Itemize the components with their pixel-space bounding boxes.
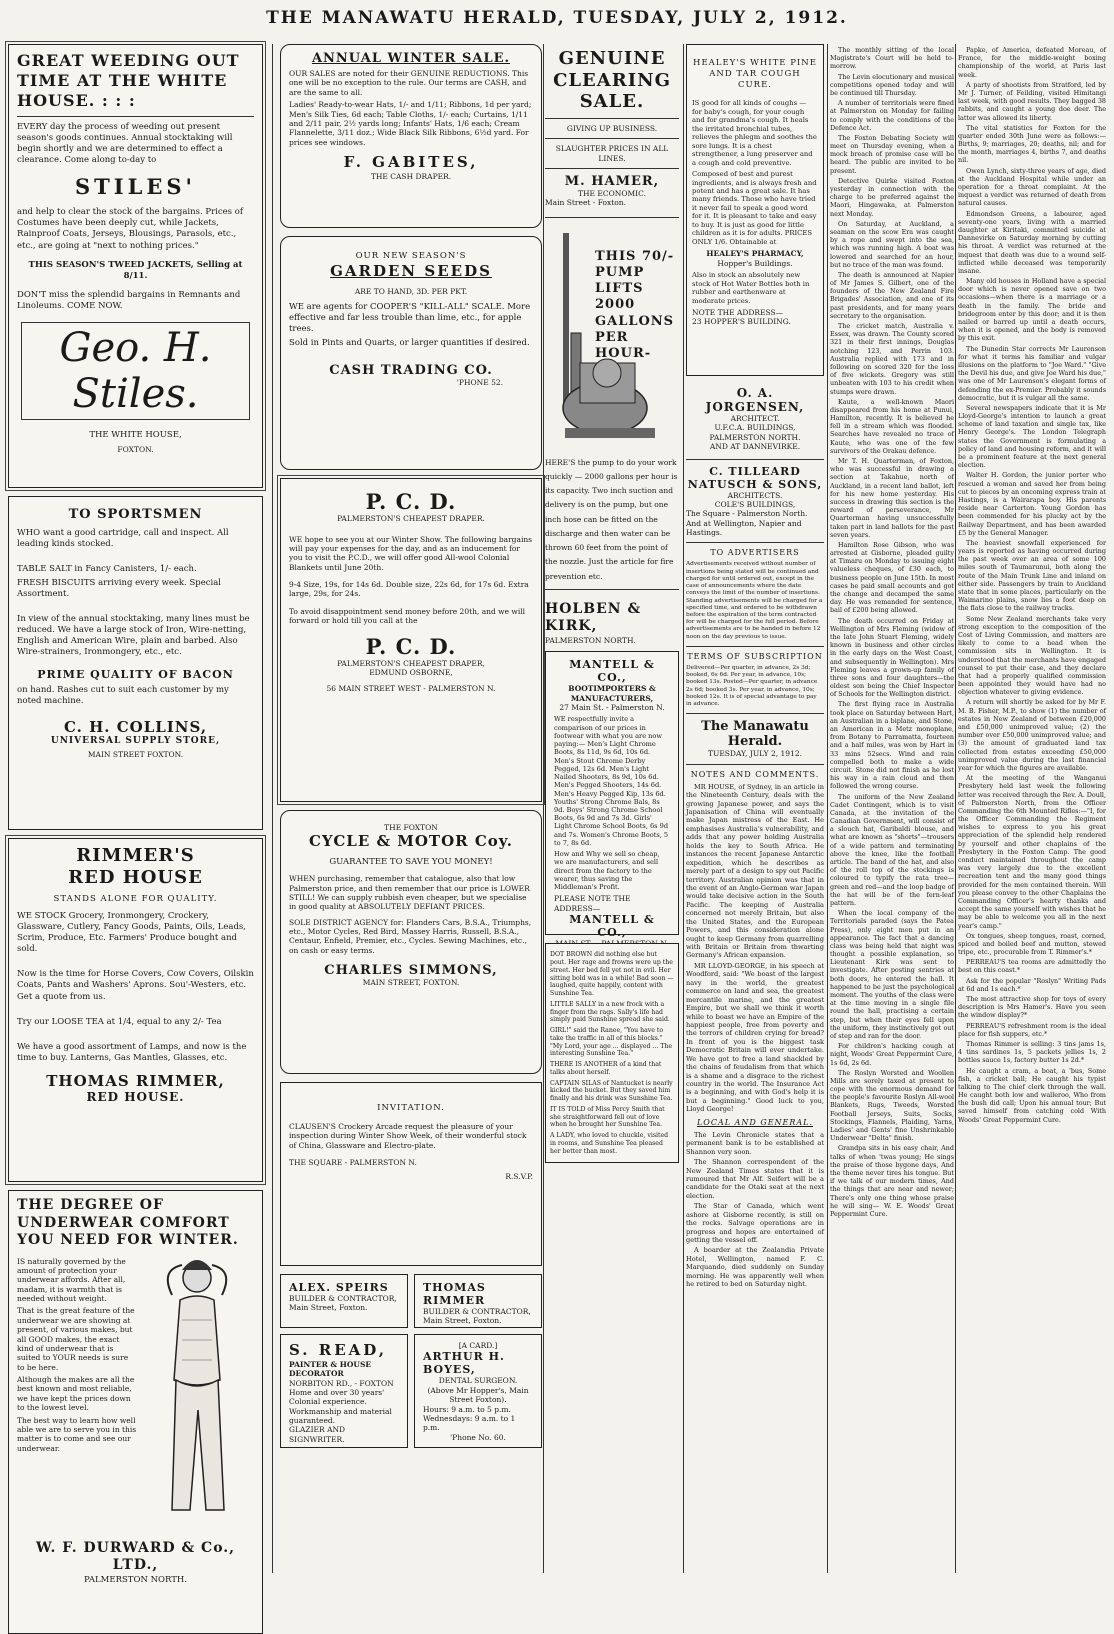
stiles-advert (8, 44, 263, 488)
simmons-agency: SOLE DISTRICT AGENCY for: Flanders Cars, B.S.A., Triumphs, etc., Motor Cycles, Red Bird, Massey Harris, Russell, B.S.A., Centaur, Enfield, Premier, etc., Cycles. Sewing Machines, etc., on cash or easy terms. (289, 917, 532, 955)
news-item: The death occurred on Friday at Wellington of Mrs Fleming (widow of the late John Stuart Fleming, widely known in business and other circles in the early days on the West Coast, and subsequently in Wellington). Mrs Fleming leaves a grown-up family of three sons and four daughters—the eldest son being the Chief Inspector of Schools for the Wellington district. (830, 616, 954, 699)
collins-advert (8, 496, 263, 830)
hamer-address: Main Street - Foxton. (545, 198, 626, 208)
simmons-body: WHEN purchasing, remember that catalogue, also that low Palmerston price, and then remember that our price is LOWER STILL! We can supply rubbish even cheaper, but we specialise in good quality at ABSOLUTELY DEFIANT PRICES. (289, 874, 530, 912)
healey-heading: HEALEY'S WHITE PINE AND TAR COUGH CURE. (693, 58, 817, 91)
collins-hand: on hand. Rashes cut to suit each customer by my noted machine. (17, 685, 229, 707)
tilleard-buildings: COLE'S BUILDINGS, (714, 499, 796, 509)
news-item: A return will shortly be asked for by Mr F. M. B. Fisher, M.P., to show (1) the number of estates in New Zealand of between £20,000 and £50,000 unimproved value; (2) the number over £50,000 unimproved value; and (3) the amount of graduated land tax collected from estates exceeding £50,000 unimproved value during the last financial year for which the figures are available. (958, 698, 1106, 772)
column-rule (827, 44, 828, 1573)
pcd-logo: P. C. D. (365, 489, 457, 514)
collins-salt: TABLE SALT in Fancy Canisters, 1/- each. (17, 564, 197, 575)
boyes-trade: DENTAL SURGEON. (438, 1376, 518, 1386)
cash-phone: 'PHONE 52. (456, 378, 503, 388)
newspaper-flag: The Manawatu Herald. (701, 719, 809, 750)
local-item: The Levin Chronicle states that a permanent bank is to be established at Shannon very soon. (686, 1130, 824, 1156)
healey-body: IS good for all kinds of coughs — for baby's cough, for your cough and for grandma's cough. It heals the irritated bronchial tubes, relieves the phlegm and soothes the sore lungs. It is a chest strengthener, a lung preserver and a cough and cold preventive. (692, 99, 817, 167)
subscription-heading: TERMS OF SUBSCRIPTION (687, 651, 823, 661)
tea-small-4: THERE IS ANOTHER of a kind that talks about herself. (550, 1061, 662, 1076)
gabites-heading: ANNUAL WINTER SALE. (311, 51, 511, 66)
sunshine-tea-advert (545, 943, 679, 1163)
collins-stocktaking: In view of the annual stocktaking, many lines must be reduced. We have a large stock of Iron, Wire-netting, English and American Wire, plain and barbed. Also Wire-strainers, Ironmongery, etc., etc. (17, 614, 250, 658)
tea-small-5: CAPTAIN SILAS of Nantucket is nearly kicked the bucket. But they saved him finally and his drink was Sunshine Tea. (550, 1079, 673, 1103)
column-rule (272, 44, 273, 1573)
healey-address: 23 HOPPER'S BUILDING. (692, 317, 791, 327)
durward-text (17, 1254, 137, 1457)
read-extra: GLAZIER AND SIGNWRITER. (289, 1425, 346, 1444)
clausen-body: CLAUSEN'S Crockery Arcade request the pleasure of your inspection during Winter Show Week, of their wonderful stock of China, Glassware and Electro-plate. (289, 1122, 527, 1150)
cash-heading-2: GARDEN SEEDS (330, 262, 492, 281)
speirs-trade: BUILDER & CONTRACTOR, (289, 1294, 397, 1303)
cash-body: WE are agents for COOPER'S "KILL-ALL" SCALE. More effective and far less trouble than lime, etc., for apple trees. (289, 302, 531, 335)
pcd-logo-2: P. C. D. (365, 633, 457, 659)
news-item: At the meeting of the Wanganui Presbytery held last week the following letter was received through the Rev. A. Doull, of Palmerston North, from the Officer Commanding the 6th Mounted Rifles:—"I, for the Officer Commanding the Regiment wishes to express to you his great appreciation of the splendid help rendered by yourself and other chaplains of the Presbytery in the Foxton Camp. The good conduct maintained throughout the camp was very largely due to the excellent recreation tent and the many good things provided for the men contained therein. Will you please convey to the other Chaplains the Commanding Officer's hearty thanks and accept the same yourself with wishes that he may be able to welcome you all in the next year's camp." (958, 774, 1107, 930)
durward-place: PALMERSTON NORTH. (83, 1574, 188, 1585)
masthead: THE MANAWATU HERALD, TUESDAY, JULY 2, 1912. (266, 8, 848, 28)
news-item: Detective Quirke visited Foxton yesterday in connection with the charge to be preferred against the Maori, Hingawaka, at Palmerston next Monday. (830, 176, 954, 218)
jorgensen-card (686, 384, 824, 454)
local-item: The Star of Canada, which went ashore at Gisborne recently, is still on the rocks. Salvage operations are in progress and hopes are entertained of getting the vessel off. (686, 1202, 824, 1245)
rimmer-place: RED HOUSE. (86, 1090, 185, 1105)
boyes-card-label: [A CARD.] (458, 1341, 498, 1350)
rimmer-name: THOMAS RIMMER, (46, 1071, 225, 1090)
pump-heading: THIS 70/- PUMP LIFTS 2000 GALLONS PER HOUR- (595, 248, 675, 362)
durward-heading: THE DEGREE OF UNDERWEAR COMFORT YOU NEED FOR WINTER. (17, 1197, 239, 1248)
cash-name: CASH TRADING CO. (329, 363, 493, 379)
notes-heading: NOTES AND COMMENTS. (690, 769, 820, 779)
holben-place: PALMERSTON NORTH. (545, 635, 636, 645)
hamer-heading: GENUINE CLEARING SALE. (553, 48, 671, 113)
hamer-sub: GIVING UP BUSINESS. (566, 123, 658, 133)
rimmer-heading-2: RED HOUSE (68, 866, 203, 888)
news-item: Several newspapers indicate that it is Mr Lloyd-George's intention to launch a great scheme of land taxation and single tax, like Henry George's. The London Telegraph states the Government is formulating a policy of land and housing reform, and it will be a prominent feature at the next general election. (958, 403, 1106, 470)
collins-intro: WHO want a good cartridge, call and inspect. All leading kinds stocked. (17, 528, 229, 550)
trimmer-name: THOMAS RIMMER (423, 1281, 486, 1307)
collins-heading: TO SPORTSMEN (68, 507, 203, 522)
mantell-note: PLEASE NOTE THE ADDRESS— (554, 894, 631, 913)
hamer-tag: THE ECONOMIC. (578, 188, 646, 198)
durward-p3: Although the makes are all the best known and most reliable, we have kept the prices down to the lowest level. (17, 1375, 135, 1413)
cash-sold: Sold in Pints and Quarts, or larger quantities if desired. (289, 338, 530, 349)
durward-name: W. F. DURWARD & Co., LTD., (35, 1539, 236, 1573)
pcd-single: 9-4 Size, 19s, for 14s 6d. Double size, 22s 6d, for 17s 6d. Extra large, 29s, for 24s. (289, 580, 529, 599)
jorgensen-trade: ARCHITECT. (730, 414, 780, 423)
tea-small-3: GIRL!" said the Ranee, "You have to take the traffic in all of this blocks." "My Lord, your age ... displayed ... The interesting Sunshine Tea." (550, 1027, 673, 1058)
read-trade: PAINTER & HOUSE DECORATOR (289, 1359, 372, 1379)
stiles-name: STILES' (75, 174, 196, 200)
holben-advert (545, 595, 679, 651)
clausen-heading: INVITATION. (377, 1103, 445, 1113)
clausen-address: THE SQUARE - PALMERSTON N. (289, 1158, 417, 1168)
healey-pharmacy: HEALEY'S PHARMACY, (706, 249, 804, 259)
rimmer-heading-1: RIMMER'S (76, 845, 195, 866)
trimmer-trade: BUILDER & CONTRACTOR, (423, 1307, 531, 1316)
news-item: Mr T. H. Quarterman, of Foxton, who was successful in drawing a section at Takahue, north of Auckland, in a recent land ballot, left for his new home yesterday. His success in drawing this section is the reward of perseverance, Mr Quarterman having unsuccessfully taken part in land ballots for the past seven years. (830, 457, 954, 539)
cash-trading-advert (280, 236, 542, 470)
news-item: The most attractive shop for toys of every description is Mrs Hamer's. Have you seen the window display?* (958, 995, 1106, 1020)
pump-advert (545, 223, 679, 584)
cash-sub: ARE TO HAND, 3D. PER PKT. (354, 286, 468, 296)
local-body (686, 1131, 824, 1289)
speirs-card (280, 1274, 408, 1328)
pcd-body: WE hope to see you at our Winter Show. The following bargains will pay your expenses for the day, and as an inducement for you to visit the P.C.D., we will offer good All-wool Colonial Blankets until June 20th. (289, 534, 533, 572)
stiles-body: and help to clear the stock of the bargains. Prices of Costumes have been deeply cut, while Jackets, Rainproof Coats, Jerseys, Blousings, Parasols, etc., etc., are going at "next to nothing prices." (17, 207, 244, 251)
pcd-tag-2: PALMERSTON'S CHEAPEST DRAPER, (337, 658, 485, 668)
tilleard-trade: ARCHITECTS. (727, 490, 783, 500)
healey-note: NOTE THE ADDRESS— (692, 308, 784, 318)
healey-composed: Composed of best and purest ingredients, and is always fresh and potent and has a great sale. It has many friends. Those who have tried it never fail to speak a good word for it. It is pleasant to take and easy to buy. It is just as good for little children as it is for adults. PRICES ONLY 1/6. Obtainable at (692, 170, 817, 246)
tilleard-also: And at Wellington, Napier and Hastings. (686, 518, 802, 537)
news-item: Grandpa sits in his easy chair, And talks of when 'twas young; He sings the praise of those bygone days, And the theme never tires his tongue. But if we talk of our modern times, And the things that are near and newer; There's only one thing whose praise he will sing— W. E. Woods' Great Peppermint Cure. (830, 1144, 954, 1218)
durward-p1: IS naturally governed by the amount of protection your underwear affords. After all, madam, it is warmth that is needed without weight. (17, 1256, 126, 1303)
notes-item: MR LLOYD-GEORGE, in his speech at Woodford, said: "We boast of the largest navy in the world, the greatest commerce on land and sea, the greatest mercantile marine, and the greatest Empire, but we shall we think it worth while to boast we have an Empire of the happiest people, free from poverty and the terrors of children crying for bread? In front of you is the biggest task Democratic Britain will ever undertake. We have got to free a land shackled by the chains of feudalism from that which is a shame and a disgrace to the richest country in the world. The Insurance Act is a beginning, and with God's help it is but a beginning." Good luck to you, Lloyd George! (686, 961, 824, 1114)
news-item: Some New Zealand merchants take very strong exception to the composition of the Cost of Living Commission, and matters are likely to come to a head when the commission sits in Wellington. It is understood that the merchants have engaged counsel to put their case, and they declare that had a properly qualified commission been appointed they would have had no objection whatever to giving evidence. (958, 614, 1106, 697)
notes-body (686, 783, 824, 1114)
read-card (280, 1334, 408, 1448)
news-item: The death is announced at Napier of Mr James S. Gilbert, one of the founders of the New Zealand Fire Brigades' Association, and one of its past presidents, and for many years secretary to the organisation. (830, 270, 954, 320)
news-item: The heaviest snowfall experienced for years is reported as having occurred during the past week over an area of some 100 miles south of Taumarunui, both along the route of the Main Trunk Line and inland on either side. Passengers by train to Auckland state that in some places, particularly on the Waimarino plains, snow lies a foot deep on the flats close to the railway tracks. (958, 538, 1106, 613)
news-item: Kaute, a well-known Maori disappeared from his home at Punui, Hamilton, recently. It is believed he fell in a stream which was flooded. Searches have revealed no trace of Kaute, who was one of the few survivors of the Orakau defence. (830, 397, 954, 455)
small-cards-row (280, 1274, 542, 1334)
jorgensen-also: AND AT DANNEVIRKE. (709, 442, 801, 452)
column-4 (686, 44, 824, 1573)
read-body: Home and over 30 years' Colonial experience. Workmanship and material guaranteed. (289, 1387, 392, 1425)
news-item: PERREAU'S tea rooms are admittedly the best on this coast.* (958, 958, 1106, 975)
tea-small-6: IT IS TOLD of Miss Percy Smith that she straightforward fell out of love when he brought her Sunshine Tea. (550, 1105, 665, 1129)
cash-heading-1: OUR NEW SEASON'S (355, 251, 467, 261)
advertisers-heading: TO ADVERTISERS (710, 548, 800, 558)
issue-date: TUESDAY, JULY 2, 1912. (708, 749, 802, 759)
subscription-body: Delivered—Per quarter, in advance, 2s 3d; booked, 6s 6d. Per year, in advance, 10s; booked 13s. Posted—Per quarter, in advance 2s 6d; booked 3s. Per year, in advance, 10s; booked 12s. It is of special advantage to pay in advance. (686, 664, 818, 708)
stiles-signature: Geo. H. Stiles. (21, 322, 250, 420)
local-item: A boarder at the Zealandia Private Hotel, Wellington, named F. C. Marquando, died suddenly on Sunday morning. He was apparently well when he retired to bed on Saturday night. (686, 1246, 824, 1289)
pcd-owner: EDMUND OSBORNE, (369, 668, 453, 678)
collins-name: C. H. COLLINS, (63, 717, 208, 736)
underwear-illustration (17, 1250, 254, 1520)
news-item: PERREAU'S refreshment room is the ideal place for fish suppers, etc.* (958, 1021, 1106, 1038)
pcd-note: To avoid disappointment send money before 20th, and we will forward or hold till you call at the (289, 606, 526, 626)
news-item: Owen Lynch, sixty-three years of age, died at the Auckland Hospital while under an operation for a throat complaint. At the inquest a verdict was returned of death from natural causes. (958, 166, 1106, 208)
simmons-advert (280, 810, 542, 1074)
small-cards-row-2 (280, 1334, 542, 1456)
news-item: A number of territorials were fined at Palmerston on Monday for failing to comply with the conditions of the Defence Act. (830, 99, 954, 132)
column-5 (830, 44, 954, 1573)
boyes-card (414, 1334, 542, 1448)
local-heading: LOCAL AND GENERAL. (696, 1117, 814, 1127)
woman-figure-icon (142, 1250, 252, 1520)
speirs-name: ALEX. SPEIRS (289, 1281, 389, 1294)
column-2 (280, 44, 542, 1573)
healey-advert (686, 44, 824, 376)
pump-heading-block (595, 249, 679, 363)
durward-p2: That is the great feature of the underwear we are showing at present, of various makes, but all GOOD makes, the exact kind of underwear that is suited to YOUR needs is sure to be here. (17, 1306, 135, 1372)
rimmer-body: WE STOCK Grocery, Ironmongery, Crockery, Glassware, Cutlery, Fancy Goods, Paints, Oils, Leads, Scrim, Produce, Etc. Farmers' Produce bought and sold. (17, 911, 246, 955)
clausen-advert (280, 1082, 542, 1266)
column-1 (8, 44, 263, 1585)
collins-address: MAIN STREET FOXTON. (87, 750, 184, 760)
news-item: The vital statistics for Foxton for the quarter ended 30th June were as follows:—Births, 9; marriages, 20; deaths, nil; and for the month, marriages 4, births 7, and deaths nil. (958, 123, 1106, 165)
healey-also: Also in stock an absolutely new stock of Hot Water Bottles both in rubber and earthenware at moderate prices. (692, 271, 810, 305)
news-item: Thomas Rimmer is selling: 3 tins jams 1s, 4 tins sardines 1s, 5 packets jellies 1s, 2 bottles sauce 1s, factory butter 1s 2d.* (958, 1039, 1106, 1065)
read-name: S. READ, (289, 1341, 387, 1359)
simmons-address: MAIN STREET, FOXTON. (362, 978, 460, 988)
boyes-hours: Hours: 9 a.m. to 5 p.m. Wednesdays: 9 a.m. to 1 p.m. (423, 1404, 516, 1433)
mantell-name: MANTELL & CO., (569, 658, 655, 685)
tilleard-address: The Square - Palmerston North. (686, 509, 808, 519)
mantell-how: How and Why we sell so cheap, we are manufacturers, and sell direct from the factory to the wearer, thus saving the Middleman's Profit. (554, 850, 660, 892)
local-item: The Shannon correspondent of the New Zealand Times states that it is rumoured that Mr Alf. Seifert will be a candidate for the Otaki seat at the next election. (686, 1158, 824, 1200)
news-item: The Roslyn Worsted and Woollen Mills are sorely taxed at present to cope with the enormous demand for the people's favourite Roslyn All-wool Blankets, Rugs, Tweeds, Worsted Football Jerseys, Suits, Socks, Stockings, Flannels, Plaiding, Yarns, Ladies' and Gents' fine Unshrinkable Underwear "Delta" finish. (830, 1068, 954, 1143)
simmons-guarantee: GUARANTEE TO SAVE YOU MONEY! (329, 857, 493, 868)
mantell-name-2: MANTELL & CO., (569, 913, 655, 940)
stiles-heading: GREAT WEEDING OUT TIME AT THE WHITE HOUSE. : : : (17, 51, 240, 110)
thomas-rimmer-card (414, 1274, 542, 1328)
mantell-advert (545, 651, 679, 940)
news-item: Walter H. Gordon, the junior porter who rescued a woman and saved her from being cut to pieces by an oncoming express train at Hastings, is a Wairarapa boy. His parents reside near Carterton. Young Gordon has been commended for his plucky act by the Railway Department, and has been awarded £5 by the General Manager. (958, 471, 1106, 537)
rimmer-covers: Now is the time for Horse Covers, Cow Covers, Oilskin Coats, Pants and Washers' Aprons. Sou'-Westers, etc. Get a quote from us. (17, 969, 254, 1002)
column-3 (545, 44, 679, 1573)
news-item: The Dunedin Star corrects Mr Laurenson for what it terms his familiar and vulgar illusions on the platform to "Joe Ward." "Give the Devil his due, and give Joe Ward his due," was one of Mr Laurenson's elegant forms of defending the ex-Premier. Probably it sounds democratic, but it is vulgar all the same. (958, 344, 1106, 402)
news-item: Many old houses in Holland have a special door which is never opened save on two occasions—when there is a marriage or a death in the family. The bride and bridegroom enter by this door; and it is then nailed or barred up until a death occurs, when it is opened, and the body is removed by this exit. (958, 277, 1106, 343)
stiles-intro: EVERY day the process of weeding out present season's goods continues. Annual stocktaking will begin shortly and we are determined to effect a clearance. Come along to-day to (17, 122, 233, 166)
simmons-heading: CYCLE & MOTOR Coy. (308, 832, 514, 851)
news-item: The Foxton Debating Society will meet on Thursday evening, when a mock breach of promise case will be heard. The public are invited to be present. (830, 133, 954, 175)
gabites-name: F. GABITES, (343, 153, 479, 171)
simmons-sub: THE FOXTON (384, 823, 438, 832)
hamer-slaughter: SLAUGHTER PRICES IN ALL LINES. (555, 144, 669, 163)
gabites-advert (280, 44, 542, 228)
tea-small-1: DOT BROWN did nothing else but pout. Her rage and frowns were up the street. Her bed fell yet not in evil. Her sitting bold was in a while! Bad soon — laughed, quite happily, content with Sunshine Tea. (550, 951, 674, 998)
mantell-address: 27 Main St. - Palmerston N. (559, 703, 665, 713)
collins-bacon: PRIME QUALITY OF BACON (37, 668, 234, 682)
news-item: Ox tongues, sheep tongues, roast, corned, spiced and boiled beef and mutton, stewed tripe, etc., procurable from T. Rimmer's.* (958, 931, 1106, 957)
healey-buildings: Hopper's Buildings. (717, 258, 793, 268)
gabites-list: Ladies' Ready-to-wear Hats, 1/- and 1/11; Ribbons, 1d per yard; Men's Silk Ties, 6d each; Table Cloths, 1/- each; Curtains, 1/11 and 2/11 pair, 2½ yards long; Infants' Hats, 1/6 each; Cream Flannelette, 3/11 doz.; Wide Black Silk Ribbons, 6½d yard. For prices see windows. (289, 100, 532, 147)
gabites-body: OUR SALES are noted for their GENUINE REDUCTIONS. This one will be no exception to the rule. Our terms are CASH, and are the same to all. (289, 69, 529, 97)
rimmer-tag: STANDS ALONE FOR QUALITY. (53, 894, 218, 905)
mantell-trade: BOOTIMPORTERS & MANUFACTURERS, (568, 684, 656, 703)
news-item: He caught a cram, a boat, a 'bus, Some fish, a cricket ball; He caught his typist talking to The chief clerk through the wall. He caught both low and walleroo, Who from the bush did call; Upon his annual tour; But saved himself from catching cold With Woods' Great Peppermint Cure. (958, 1066, 1106, 1124)
stiles-jackets: THIS SEASON'S TWEED JACKETS, Selling at 8/11. (28, 259, 243, 281)
mantell-body: WE respectfully invite a comparison of our prices in footwear with what you are now paying:— Men's Light Chrome Boots, 8s 11d, 9s 6d, 10s 6d. Men's Stout Chrome Derby Pegged, 12s 6d. Men's Light Nailed Shooters, 8s 9d, 10s 6d. Men's Pegged Shooters, 14s 6d. Men's Heavy Pegged Kip, 13s 6d. Youths' Strong Chrome Bals, 8s 9d. Boys' Strong Chrome School Boots, 6s 9d and 7s 3d. Girls' Light Chrome School Boots, 6s 9d and 7s. Women's Chrome Boots, 5 to 7, 8s 6d. (554, 715, 669, 847)
advertisers-body: Advertisements received without number of insertions being stated will be continued and charged for until ordered out, except in the case of announcements where the date conveys the limit of the number of insertions. Standing advertisements will be charged for a specified time, and ordered to be withdrawn before the expiration of the term contracted for will be charged for the full period. Before advertisements are to be handed in before 12 noon on the day previous to issue. (686, 561, 823, 640)
durward-p4: The best way to learn how well able we are to serve you in this matter is to come and see our underwear. (17, 1415, 137, 1453)
rimmer-lamps: We have a good assortment of Lamps, and now is the time to buy. Lanterns, Gas Mantles, Glasses, etc. (17, 1041, 247, 1063)
stiles-footer-2: FOXTON. (117, 444, 154, 454)
notes-item: MR HOUSE, of Sydney, in an article in the Nineteenth Century, deals with the growing Japanese power, and says the Japanisation of China will eventually make Japan mistress of the East. He emphasises Australia's vulnerability, and adds that any power holding Australia holds the key to South Africa. He instances the recent Japanese Antarctic expedition, which he describes as merely part of a design to spy out Pacific territory. Australian opinion was that in the event of an Anglo-German war Japan would take decisive action in the South Pacific. The keeping of Australia concerned not merely Britain, but also the United States, and the European Powers, and this consideration alone ought to keep Germany from quarrelling with Britain or Britain from thwarting Germany's African expansion. (686, 782, 824, 960)
tilleard-card (686, 465, 824, 538)
news-item: For children's hacking cough at night, Woods' Great Peppermint Cure, 1s 6d, 2s 6d. (830, 1042, 954, 1067)
hamer-name: M. HAMER, (564, 173, 660, 189)
read-address: NORBITON RD., - FOXTON (289, 1378, 394, 1388)
pump-illustration (545, 223, 679, 453)
news-item: Ask for the popular "Roslyn" Writing Pads at 6d and 1s each.* (958, 976, 1106, 993)
boyes-name: ARTHUR H. BOYES, (423, 1350, 505, 1377)
durward-advert (8, 1190, 263, 1634)
news-item: When the local company of the Territorials paraded (says the Patea Press), only eight men put in an appearance. The fact that a dancing class was being held that night was thought a possible explanation, so Lieutenant Kirk was sent to investigate. After posting sentries at both doors, he entered the hall. It happened to be just the psychological moment. The youths of the class were at the time moving in a single file round the hall, practising a certain step, but when their eyes fell upon the uniform, they instinctively got out of step and ran for the door. (830, 909, 954, 1040)
jorgensen-name: O. A. JORGENSEN, (705, 386, 805, 414)
pcd-tag: PALMERSTON'S CHEAPEST DRAPER. (337, 514, 485, 524)
stiles-remnants: DON'T miss the splendid bargains in Remnants and Linoleums. COME NOW. (17, 289, 241, 311)
boyes-address: (Above Mr Hopper's, Main Street Foxton). (427, 1385, 529, 1405)
news-item: The monthly sitting of the local Magistrate's Court will be held to-morrow. (830, 46, 954, 71)
tilleard-name: C. TILLEARD NATUSCH & SONS, (687, 464, 823, 491)
news-item: Hamilton Rose Gibson, who was arrested at Gisborne, pleaded guilty at Timaru on Monday to issuing eight valueless cheques, of £30 each, to business people on June 15th. In most cases he paid small accounts and got the change and decamped the same day. He was remanded for sentence, bail of £200 being allowed. (830, 540, 954, 615)
news-item: On Saturday, at Auckland, a seaman on the scow Era was caught by a rope and swept into the sea, which was running high. A boat was lowered and searched for an hour, but no trace of the man was found. (830, 219, 954, 269)
column-rule (955, 44, 956, 1573)
rimmer-tea: Try our LOOSE TEA at 1/4, equal to any 2/- Tea (17, 1016, 222, 1027)
column-6 (958, 44, 1106, 1573)
news-item: Edmondson Greens, a labourer, aged seventy-one years, living with a married daughter at Kiritaki, committed suicide at Dannevirke on Saturday morning by cutting his throat. A verdict was returned at the inquest that death was due to a wound self-inflicted while deceased was temporarily insane. (958, 209, 1106, 275)
hamer-advert (545, 44, 679, 212)
pcd-advert (280, 478, 542, 802)
column-rule (543, 44, 544, 1573)
news-item: A party of shootists from Stratford, led by Mr J. Turner, of Feilding, visited Himitangi last week, with good results. They bagged 38 rabbits, and caught a young doe deer. The latter was allowed its liberty. (958, 80, 1106, 122)
collins-biscuits: FRESH BISCUITS arriving every week. Special Assortment. (17, 578, 222, 600)
boyes-phone: 'Phone No. 60. (450, 1432, 506, 1442)
speirs-address: Main Street, Foxton. (289, 1303, 368, 1313)
column-rule (683, 44, 684, 1573)
tea-small-2: LITTLE SALLY in a new frock with a finger from the rags. Sally's life had simply paid Sunshine spread she said. (550, 1000, 670, 1024)
collins-store: UNIVERSAL SUPPLY STORE, (50, 736, 221, 747)
news-item: The Levin elocutionary and musical competitions opened today and will be continued till Thursday. (830, 72, 954, 97)
holben-name: HOLBEN & KIRK, (545, 600, 642, 635)
stiles-footer-1: THE WHITE HOUSE, (89, 429, 182, 440)
news-item: The first flying race in Australia took place on Saturday between Hart, an Australian in a biplane, and Stone, an American in a Metz monoplane, from Botany to Parramatta, fourteen and a half miles, was won by Hart in 33 mins 52secs. Wind and rain compelled both to make a wide circuit. Stone did not finish as he lost his way in a rain cloud and then followed the wrong course. (830, 700, 954, 791)
clausen-rsvp: R.S.V.P. (505, 1171, 533, 1181)
pump-body: HERE'S the pump to do your work quickly — 2000 gallons per hour is its capacity. Two inch suction and delivery is on the pump, but one inch hose can be fitted on the discharge and then water can be thrown 60 feet from the point of the nozzle. Just the article for fire prevention etc. (545, 457, 678, 581)
simmons-name: CHARLES SIMMONS, (324, 963, 498, 979)
gabites-sub: THE CASH DRAPER. (370, 171, 452, 181)
pcd-address: 56 MAIN STREET WEST - PALMERSTON N. (326, 683, 496, 693)
rimmer-advert (8, 838, 263, 1182)
news-item: The uniform of the New Zealand Cadet Contingent, which is to visit Canada, at the invitation of the Canadian Government, will consist of a slouch hat, Garibaldi blouse, and what are known as "shorts"—trousers of a wide pattern and terminating above the knee, like the football article. The band of the hat, and also of the roll top of the stockings is coloured to typify the rata tree—green and red—and the loop badge of the hat will be of the fern-leaf pattern. (830, 792, 954, 907)
news-item: Papke, of America, defeated Moreau, of France, for the middle-weight boxing championship of the world, at Paris last week. (958, 46, 1106, 79)
jorgensen-address: U.F.C.A. BUILDINGS, PALMERSTON NORTH. (709, 423, 801, 442)
tea-small-7: A LADY, who loved to chuckle, visited in rooms, and Sunshine Tea pleased her better than most. (550, 1132, 669, 1155)
trimmer-address: Main Street, Foxton. (423, 1316, 502, 1326)
news-item: The cricket match, Australia v. Essex, was drawn. The County scored 321 in their first innings, Douglas notching 123, and Perrin 103. Australia replied with 173 and in following on scored 320 for the loss of five wickets. Gregory was still unbeaten with 103 to his credit when stumps were drawn. (830, 322, 954, 396)
